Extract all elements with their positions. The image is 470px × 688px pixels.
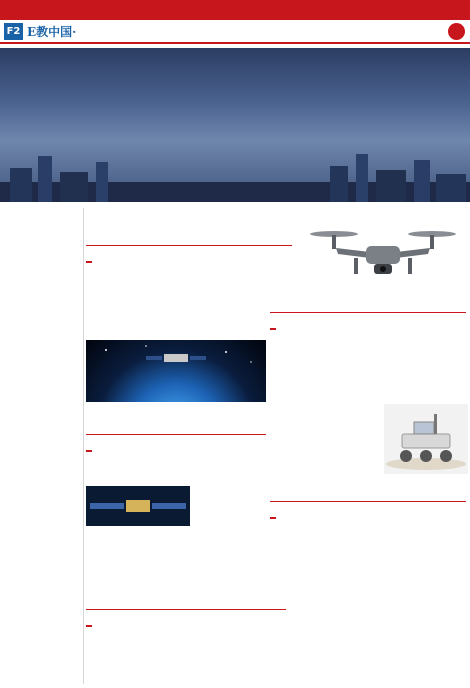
tag-label [86,261,92,263]
section-2017-rule [270,312,466,313]
section-2016-rule [86,434,266,435]
lead-column [3,208,81,684]
section-2015-rule [270,501,466,502]
section-2018-rule [86,245,292,246]
earth-image [86,340,266,402]
logo-icon [448,23,465,40]
top-strip [0,0,470,20]
satellite-image [86,486,190,526]
rover-image [384,404,468,474]
section-2014-rule [86,609,286,610]
skyline-image [0,148,470,202]
section-title [27,23,76,41]
section-2017-tag [270,315,276,334]
column-divider [83,208,84,684]
banner [0,48,470,202]
tag-label [86,625,92,627]
earth-image-art [86,340,266,402]
header-bar [0,20,470,44]
page-code: F2 [4,23,23,40]
tag-label [86,450,92,452]
section-prefix: E教中国· [27,25,77,39]
drone-image [300,222,466,282]
section-2018-tag [86,248,92,267]
section-2014-tag [86,612,92,631]
tag-label [270,517,276,519]
section-2015-tag [270,504,276,523]
section-2016-tag [86,437,92,456]
tag-label [270,328,276,330]
